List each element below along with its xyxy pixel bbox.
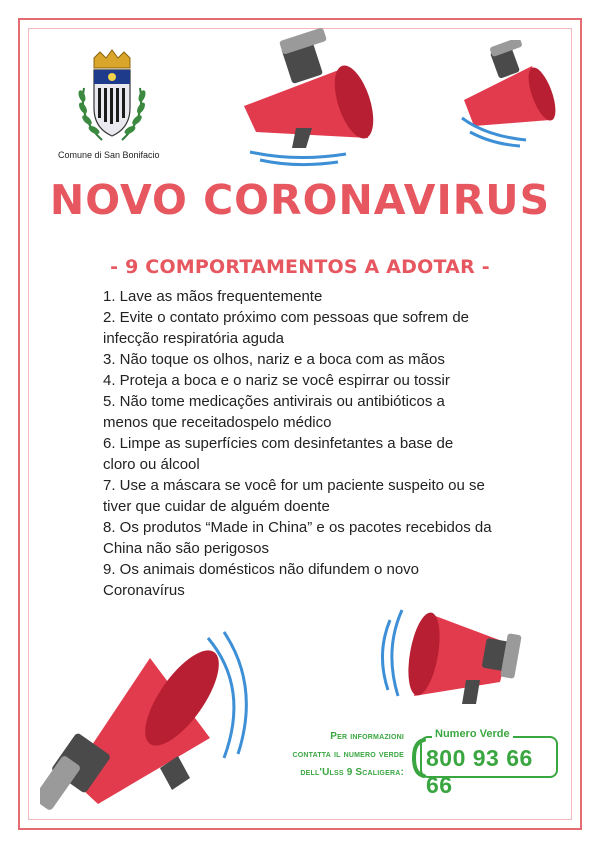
megaphone-icon xyxy=(456,40,566,150)
phone-label: Numero Verde xyxy=(432,728,513,740)
rule-line: 5. Não tome medicações antivirais ou antibióticos a xyxy=(103,393,445,410)
megaphone-icon xyxy=(380,600,530,720)
rule-line: 1. Lave as mãos frequentemente xyxy=(103,288,323,305)
phone-number[interactable]: 800 93 66 66 xyxy=(426,745,533,798)
rule-line: menos que receitadospelo médico xyxy=(103,414,332,431)
rule-line: 7. Use a máscara se você for um paciente suspeito ou se xyxy=(103,477,485,494)
info-line: dell'Ulss 9 Scaligera: xyxy=(300,767,404,778)
page-subtitle: - 9 COMPORTAMENTOS A ADOTAR - xyxy=(110,256,490,278)
page-title: NOVO CORONAVIRUS xyxy=(49,176,551,224)
rule-line: cloro ou álcool xyxy=(103,456,200,473)
rule-line: Coronavírus xyxy=(103,582,185,599)
town-name: Comune di San Bonifacio xyxy=(58,150,160,160)
town-crest-icon xyxy=(72,48,152,148)
rule-line: 2. Evite o contato próximo com pessoas que sofrem de xyxy=(103,309,470,326)
info-line: contatta il numero verde xyxy=(292,749,404,760)
rule-line: China não são perigosos xyxy=(103,540,269,557)
phone-handset-icon xyxy=(412,738,426,778)
rule-line: infecção respiratória aguda xyxy=(103,330,284,347)
megaphone-icon xyxy=(226,28,396,168)
rule-line: 9. Os animais domésticos não difundem o novo xyxy=(103,561,420,578)
info-text xyxy=(258,728,404,782)
rule-line: 8. Os produtos “Made in China” e os pacotes recebidos da xyxy=(103,519,492,536)
rule-line: 6. Limpe as superfícies com desinfetantes a base de xyxy=(103,435,454,452)
info-line: Per informazioni xyxy=(330,731,404,742)
rule-line: 4. Proteja a boca e o nariz se você espirrar ou tossir xyxy=(103,372,450,389)
rule-line: tiver que cuidar de alguém doente xyxy=(103,498,330,515)
rule-line: 3. Não toque os olhos, nariz e a boca com as mãos xyxy=(103,351,445,368)
megaphone-icon xyxy=(40,628,260,828)
rules-list xyxy=(103,286,523,601)
phone-box[interactable] xyxy=(412,728,560,798)
